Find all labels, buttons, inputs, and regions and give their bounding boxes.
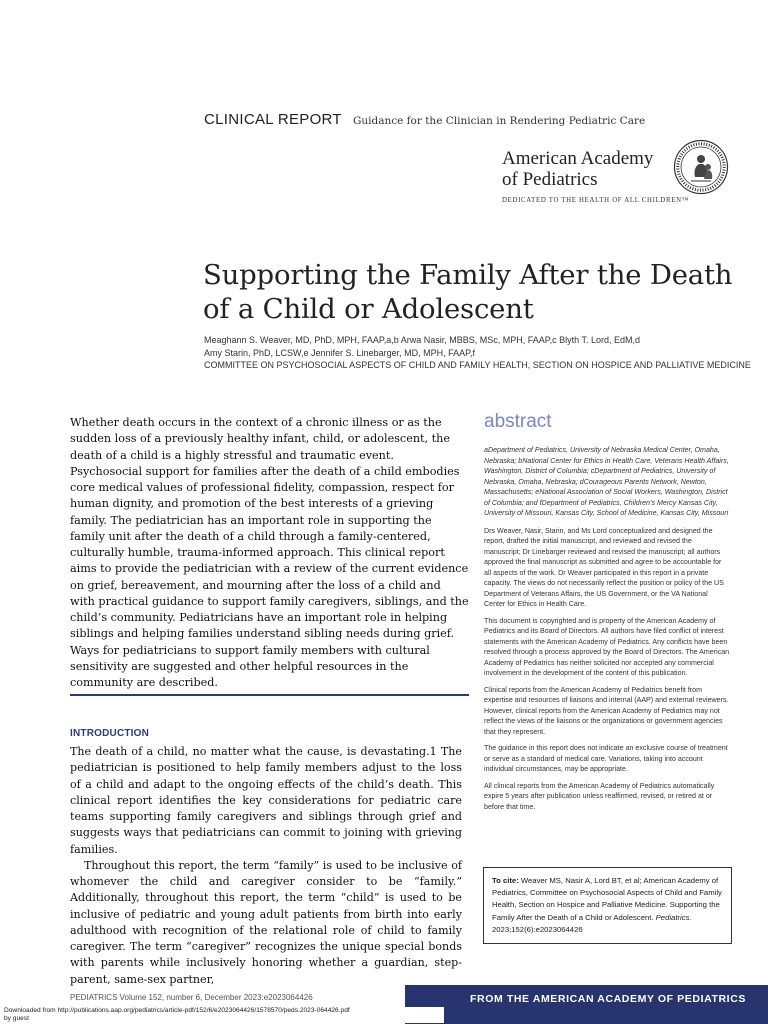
journal-footer: PEDIATRICS Volume 152, number 6, December 2023:e2023064426 xyxy=(70,993,313,1002)
report-header xyxy=(204,109,645,128)
aap-logo-wordmark xyxy=(502,148,653,190)
contributions-note: Drs Weaver, Nasir, Starin, and Ms Lord conceptualized and designed the report, drafted the initial manuscript, and reviewed and revised the manuscript; Dr Linebarger reviewed and revised the manuscript; all authors approved the final manuscript as submitted and agree to be accountable for all aspects of the work. Dr Weaver participated in this report in a private capacity. The views do not necessarily reflect the position or policy of the US Department of Veterans Affairs, the US Government, or the VA National Center for Ethics in Health Care. xyxy=(484,526,724,608)
abstract-divider xyxy=(70,694,469,696)
citation-box xyxy=(483,867,732,944)
committee-line: COMMITTEE ON PSYCHOSOCIAL ASPECTS OF CHILD AND FAMILY HEALTH, SECTION ON HOSPICE AND PALLIATIVE MEDICINE xyxy=(204,360,751,370)
authors-line-1: Meaghann S. Weaver, MD, PhD, MPH, FAAP,a,b Arwa Nasir, MBBS, MSc, MPH, FAAP,c Blyth T. Lord, EdM,d xyxy=(204,335,641,345)
footer-band xyxy=(405,985,768,1024)
footer-band-text: FROM THE AMERICAN ACADEMY OF PEDIATRICS xyxy=(470,993,746,1005)
download-url: Downloaded from http://publications.aap.org/pediatrics/article-pdf/152/6/e2023064426/1578570/peds.2023-064426.pdf xyxy=(4,1007,350,1014)
cite-reference: 2023;152(6):e2023064426 xyxy=(492,924,583,934)
aap-name-line1: American Academy xyxy=(502,148,654,169)
copyright-note: This document is copyrighted and is property of the American Academy of Pediatrics and its Board of Directors. All authors have filed conflict of interest statements with the American Academy of Pediatrics. Any conflicts have been resolved through a process approved by the Board of Directors. The American Academy of Pediatrics has neither solicited nor accepted any commercial involvement in the development of the content of this publication. xyxy=(484,616,730,677)
aap-name-line2: of Pediatrics xyxy=(502,169,598,190)
sidebar-notes xyxy=(484,445,730,818)
cite-journal: Pediatrics. xyxy=(655,912,692,922)
article-title: Supporting the Family After the Death of a Child or Adolescent xyxy=(203,259,733,325)
introduction-paragraph-1: The death of a child, no matter what the cause, is devastating.1 The pediatrician is positioned to help family members adjust to the loss of a child and adapt to the ongoing effects of the child’s death. This clinical report identifies the key considerations for pediatric care teams supporting family caregivers and siblings through grief and suggests ways that pediatricians can commit to joining with grieving families. xyxy=(70,745,462,856)
affiliations: aDepartment of Pediatrics, University of Nebraska Medical Center, Omaha, Nebraska; bNational Center for Ethics in Health Care, Veterans Health Affairs, Washington, District of Columbia; cDepartment of Pediatrics, University of Nebraska, Omaha, Nebraska; dCourageous Parents Network, Newton, Massachusetts; eNational Association of Social Workers, Washington, District of Columbia; and fDepartment of Pediatrics, Children’s Mercy Kansas City, University of Missouri, Kansas City, School of Medicine, Kansas City, Missouri xyxy=(484,446,729,517)
cite-label: To cite: xyxy=(492,876,519,885)
download-notice xyxy=(4,1007,444,1023)
aap-tagline: DEDICATED TO THE HEALTH OF ALL CHILDREN™ xyxy=(502,197,690,204)
introduction-heading: INTRODUCTION xyxy=(70,728,150,739)
download-guest: by guest xyxy=(4,1015,29,1022)
guidance-note: The guidance in this report does not indicate an exclusive course of treatment or serve as a standard of medical care. Variations, taking into account individual circumstances, may be appropriate. xyxy=(484,744,728,773)
introduction-paragraph-2: Throughout this report, the term “family” is used to be inclusive of whomever the child and caregiver consider to be “family.” Additionally, throughout this report, the term “child” is used to be inclusive of pediatric and young adult patients from birth into early adulthood with recognition of the relational role of child to family caregiver. The term “caregiver” recognizes the unique special bonds with parents while inclusively honoring whether a guardian, step-parent, same-sex partner, xyxy=(70,858,462,986)
report-tagline: Guidance for the Clinician in Rendering Pediatric Care xyxy=(352,115,646,127)
author-block xyxy=(204,334,751,372)
authors-line-2: Amy Starin, PhD, LCSW,e Jennifer S. Linebarger, MD, MPH, FAAP,f xyxy=(204,347,475,358)
abstract-body: Whether death occurs in the context of a chronic illness or as the sudden loss of a previously healthy infant, child, or adolescent, the death of a child is a highly stressful and traumatic event. Psychosocial support for families after the death of a child embodies core medical values of professional fidelity, compassion, respect for human dignity, and promotion of the best interests of a grieving family. The pediatrician has an important role in supporting the family unit after the death of a child through a family-centered, culturally humble, trauma-informed approach. This clinical report aims to provide the pediatrician with a review of the current evidence on grief, bereavement, and mourning after the loss of a child and with practical guidance to support family caregivers, siblings, and the child’s community. Pediatricians have an important role in helping siblings and helping families understand sibling needs during grief. Ways for pediatricians to support family members with cultural sensitivity are suggested and other helpful resources in the community are described. xyxy=(70,416,469,689)
introduction-body xyxy=(70,744,462,988)
aap-seal-icon xyxy=(673,139,729,195)
reviewers-note: Clinical reports from the American Academy of Pediatrics benefit from expertise and resources of liaisons and internal (AAP) and external reviewers. However, clinical reports from the American Academy of Pediatrics may not reflect the views of the liaisons or the organizations or government agencies that they represent. xyxy=(484,685,729,736)
report-kind: CLINICAL REPORT xyxy=(204,111,342,128)
cite-text: Weaver MS, Nasir A, Lord BT, et al; American Academy of Pediatrics, Committee on Psychosocial Aspects of Child and Family Health, Section on Hospice and Palliative Medicine. Supporting the Family After the Death of a Child or Adolescent. xyxy=(492,876,722,922)
expiry-note: All clinical reports from the American Academy of Pediatrics automatically expire 5 years after publication unless reaffirmed, revised, or retired at or before that time. xyxy=(484,781,715,811)
abstract-label: abstract xyxy=(484,411,552,432)
